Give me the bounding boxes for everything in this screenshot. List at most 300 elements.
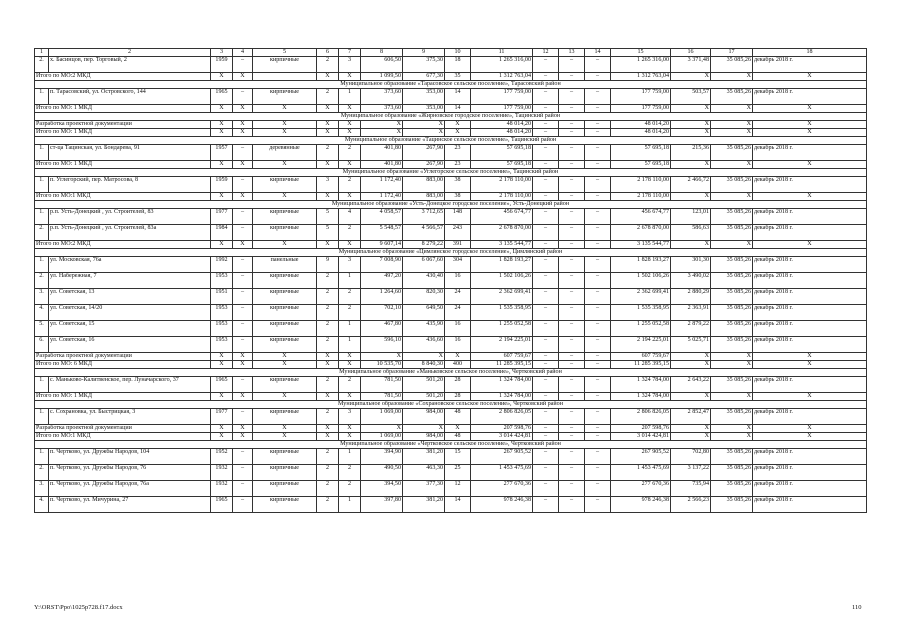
address-cell: п. Тарасовский, ул. Островского, 144	[49, 89, 211, 105]
table-cell: 3	[339, 57, 361, 73]
table-cell: 1953	[211, 305, 233, 321]
table-cell: –	[559, 89, 585, 105]
table-cell: 375,30	[403, 57, 445, 73]
table-cell: X	[317, 361, 339, 369]
table-cell: X	[317, 129, 339, 137]
table-cell: 277 670,36	[611, 481, 671, 497]
table-cell: 2	[317, 57, 339, 73]
table-cell: X	[253, 193, 317, 201]
table-cell: X	[445, 129, 471, 137]
table-cell: –	[585, 129, 611, 137]
table-cell: 35 085,26	[711, 465, 753, 481]
table-cell: –	[559, 497, 585, 513]
column-number: 11	[471, 49, 533, 57]
table-cell: X	[233, 193, 253, 201]
municipality-section-title: Муниципальное образование «Тацинское сельское поселение», Тацинский район	[35, 137, 867, 145]
table-cell: 1932	[211, 465, 233, 481]
total-row	[35, 241, 867, 249]
table-cell: 3 014 424,81	[611, 433, 671, 441]
table-cell: 35 085,26	[711, 289, 753, 305]
table-cell: –	[233, 321, 253, 337]
table-cell: X	[211, 129, 233, 137]
table-cell: 2	[339, 305, 361, 321]
table-cell: 607 759,67	[471, 353, 533, 361]
column-number: 16	[671, 49, 711, 57]
table-cell: X	[253, 161, 317, 169]
table-cell: X	[233, 393, 253, 401]
table-cell: 2	[317, 289, 339, 305]
table-cell: 1965	[211, 89, 233, 105]
address-cell: ул. Советская, 14/20	[49, 305, 211, 321]
municipality-section-row	[35, 201, 867, 209]
table-cell: X	[339, 105, 361, 113]
table-cell: 35 085,26	[711, 209, 753, 225]
table-cell: 781,50	[361, 393, 403, 401]
table-row	[35, 481, 867, 497]
table-cell: кирпичные	[253, 89, 317, 105]
table-cell: 607 759,67	[611, 353, 671, 361]
table-cell: декабрь 2018 г.	[753, 377, 867, 393]
table-cell: 14	[445, 89, 471, 105]
table-cell: 28	[445, 393, 471, 401]
address-cell: п. Чертково, ул. Мичурина, 27	[49, 497, 211, 513]
table-cell: X	[711, 129, 753, 137]
table-cell: X	[671, 105, 711, 113]
table-cell: 1	[339, 449, 361, 465]
table-cell: X	[671, 129, 711, 137]
table-cell: 16	[445, 321, 471, 337]
table-cell: –	[533, 353, 559, 361]
document-page	[34, 48, 866, 513]
table-cell: 3 371,48	[671, 57, 711, 73]
table-row	[35, 305, 867, 321]
table-cell: 2	[339, 377, 361, 393]
table-cell: кирпичные	[253, 225, 317, 241]
table-cell: –	[585, 465, 611, 481]
table-cell: X	[339, 425, 361, 433]
table-cell: –	[533, 337, 559, 353]
column-number: 15	[611, 49, 671, 57]
table-cell: X	[317, 193, 339, 201]
table-cell: –	[585, 105, 611, 113]
table-cell: 2	[317, 377, 339, 393]
table-cell: 48 014,20	[611, 129, 671, 137]
table-cell: –	[585, 257, 611, 273]
table-cell: –	[533, 361, 559, 369]
table-cell: –	[233, 145, 253, 161]
table-cell: 1 828 193,27	[471, 257, 533, 273]
total-row	[35, 393, 867, 401]
table-cell: 35 085,26	[711, 89, 753, 105]
table-cell: 2	[317, 497, 339, 513]
address-cell: ул. Набережная, 7	[49, 273, 211, 289]
table-cell: кирпичные	[253, 273, 317, 289]
table-cell: –	[533, 177, 559, 193]
total-row	[35, 193, 867, 201]
table-cell: X	[711, 73, 753, 81]
table-cell: –	[533, 193, 559, 201]
table-cell: –	[233, 257, 253, 273]
table-cell: X	[445, 121, 471, 129]
table-cell: 243	[445, 225, 471, 241]
table-cell: 2.	[35, 465, 49, 481]
table-cell: декабрь 2018 г.	[753, 409, 867, 425]
table-cell: 1	[339, 321, 361, 337]
municipality-section-row	[35, 369, 867, 377]
municipality-section-row	[35, 113, 867, 121]
table-cell: –	[585, 449, 611, 465]
column-number: 7	[339, 49, 361, 57]
table-cell: 6 067,60	[403, 257, 445, 273]
table-cell: 373,60	[361, 89, 403, 105]
table-cell: 2	[317, 465, 339, 481]
table-cell: X	[211, 105, 233, 113]
table-cell: 1 172,40	[361, 177, 403, 193]
table-cell: X	[317, 73, 339, 81]
table-cell: 394,50	[361, 481, 403, 497]
table-row	[35, 209, 867, 225]
table-cell: X	[753, 161, 867, 169]
table-cell: 456 674,77	[611, 209, 671, 225]
table-cell: 24	[445, 305, 471, 321]
table-cell: 1965	[211, 497, 233, 513]
table-cell: –	[585, 321, 611, 337]
column-number: 13	[559, 49, 585, 57]
table-row	[35, 145, 867, 161]
table-cell: 1 828 193,27	[611, 257, 671, 273]
table-cell: 883,00	[403, 177, 445, 193]
table-cell: 11 285 395,15	[611, 361, 671, 369]
table-cell: 2 643,22	[671, 377, 711, 393]
table-cell: –	[533, 121, 559, 129]
file-path-footer: Y:\ORST\Ppo\1025p728.f17.docx	[34, 604, 123, 611]
table-cell: –	[533, 145, 559, 161]
table-cell: –	[533, 73, 559, 81]
table-cell: 2	[317, 273, 339, 289]
table-cell: 28	[445, 377, 471, 393]
table-cell: –	[585, 497, 611, 513]
table-cell: X	[211, 121, 233, 129]
table-cell: 430,40	[403, 273, 445, 289]
total-row	[35, 361, 867, 369]
table-cell: 586,63	[671, 225, 711, 241]
table-cell: декабрь 2018 г.	[753, 449, 867, 465]
table-cell: 3	[317, 177, 339, 193]
table-cell: X	[403, 121, 445, 129]
table-cell: декабрь 2018 г.	[753, 89, 867, 105]
table-cell: 1.	[35, 257, 49, 273]
table-cell: 207 598,76	[471, 425, 533, 433]
table-cell: –	[559, 353, 585, 361]
table-cell: 606,50	[361, 57, 403, 73]
table-cell: 2	[317, 449, 339, 465]
table-cell: –	[585, 353, 611, 361]
total-row-label: Итого по МО:2 МКД	[35, 241, 211, 249]
table-cell: 1.	[35, 209, 49, 225]
table-cell: –	[559, 449, 585, 465]
table-cell: –	[585, 305, 611, 321]
table-cell: декабрь 2018 г.	[753, 289, 867, 305]
table-cell: X	[339, 393, 361, 401]
table-cell: 2 806 826,05	[471, 409, 533, 425]
table-cell: 1	[339, 337, 361, 353]
table-cell: –	[559, 481, 585, 497]
table-cell: –	[233, 289, 253, 305]
address-cell: п. Чертково, ул. Дружбы Народов, 76а	[49, 481, 211, 497]
table-cell: 2	[317, 89, 339, 105]
table-cell: X	[211, 361, 233, 369]
total-row-label: Итого по МО: 1 МКД	[35, 105, 211, 113]
table-cell: –	[559, 361, 585, 369]
table-cell: 35 085,26	[711, 321, 753, 337]
table-cell: 2 178 110,00	[471, 177, 533, 193]
table-cell: X	[671, 361, 711, 369]
table-row	[35, 409, 867, 425]
table-cell: 1977	[211, 409, 233, 425]
table-row	[35, 289, 867, 305]
table-cell: 702,10	[361, 305, 403, 321]
table-cell: 677,30	[403, 73, 445, 81]
table-cell: X	[753, 393, 867, 401]
table-cell: 123,01	[671, 209, 711, 225]
address-cell: ст-ца Тацинская, ул. Бондарева, 91	[49, 145, 211, 161]
table-cell: 5 025,71	[671, 337, 711, 353]
table-cell: 2 880,29	[671, 289, 711, 305]
table-cell: 391	[445, 241, 471, 249]
table-cell: –	[533, 289, 559, 305]
total-row-label: Разработка проектной документации	[35, 425, 211, 433]
column-number: 4	[233, 49, 253, 57]
column-number: 14	[585, 49, 611, 57]
table-cell: 501,20	[403, 393, 445, 401]
table-cell: X	[671, 161, 711, 169]
table-cell: 1984	[211, 225, 233, 241]
table-cell: 48 014,20	[471, 121, 533, 129]
table-cell: декабрь 2018 г.	[753, 177, 867, 193]
table-cell	[253, 73, 317, 81]
table-cell: 2	[317, 321, 339, 337]
table-cell: X	[753, 425, 867, 433]
table-cell: X	[339, 161, 361, 169]
table-cell: –	[559, 161, 585, 169]
table-cell: 1957	[211, 145, 233, 161]
table-cell: X	[671, 193, 711, 201]
table-cell: 1 502 106,26	[611, 273, 671, 289]
table-cell: 1 172,40	[361, 193, 403, 201]
table-cell: X	[233, 433, 253, 441]
table-cell: –	[559, 273, 585, 289]
total-row	[35, 121, 867, 129]
total-row	[35, 425, 867, 433]
table-cell: –	[559, 377, 585, 393]
table-cell: 2 194 225,01	[611, 337, 671, 353]
table-cell: 48 014,20	[611, 121, 671, 129]
table-cell: X	[233, 361, 253, 369]
table-cell: X	[671, 121, 711, 129]
table-cell: 1951	[211, 289, 233, 305]
table-cell: 1 069,00	[361, 433, 403, 441]
table-cell: 9	[317, 257, 339, 273]
table-cell: –	[559, 73, 585, 81]
table-cell: 978 246,38	[471, 497, 533, 513]
table-cell: 2	[339, 145, 361, 161]
table-cell: 301,30	[671, 257, 711, 273]
address-cell: ул. Советская, 16	[49, 337, 211, 353]
table-cell: 1 255 052,58	[611, 321, 671, 337]
table-cell: 38	[445, 193, 471, 201]
table-cell: 503,57	[671, 89, 711, 105]
table-cell: –	[233, 337, 253, 353]
table-cell: –	[233, 377, 253, 393]
table-cell: кирпичные	[253, 289, 317, 305]
table-cell: 57 695,18	[611, 145, 671, 161]
table-cell: 1 535 358,95	[471, 305, 533, 321]
table-cell: –	[533, 497, 559, 513]
table-cell: 14	[445, 497, 471, 513]
table-cell: 2.	[35, 225, 49, 241]
table-cell: –	[559, 337, 585, 353]
table-cell: X	[233, 161, 253, 169]
table-cell: X	[233, 425, 253, 433]
table-cell: 48	[445, 433, 471, 441]
table-cell: 820,30	[403, 289, 445, 305]
table-cell: 1.	[35, 177, 49, 193]
table-cell: –	[233, 89, 253, 105]
table-cell: 177 759,00	[611, 105, 671, 113]
table-cell: X	[211, 241, 233, 249]
total-row	[35, 433, 867, 441]
table-cell: 400	[445, 361, 471, 369]
table-cell: 456 674,77	[471, 209, 533, 225]
address-cell: р.п. Усть-Донецкий , ул. Строителей, 83	[49, 209, 211, 225]
table-cell: 2	[317, 481, 339, 497]
table-cell: 5 548,57	[361, 225, 403, 241]
table-cell: –	[559, 465, 585, 481]
table-cell: 1932	[211, 481, 233, 497]
table-cell: кирпичные	[253, 497, 317, 513]
table-cell: 5	[317, 225, 339, 241]
table-cell: –	[559, 225, 585, 241]
total-row-label: Итого по МО: 6 МКД	[35, 361, 211, 369]
table-cell: –	[585, 337, 611, 353]
table-cell: 3 014 424,81	[471, 433, 533, 441]
municipality-section-row	[35, 441, 867, 449]
table-cell: –	[559, 177, 585, 193]
table-cell: 267,90	[403, 161, 445, 169]
table-cell: –	[533, 89, 559, 105]
table-cell: кирпичные	[253, 409, 317, 425]
table-cell: X	[445, 425, 471, 433]
table-cell: 2 363,91	[671, 305, 711, 321]
table-cell: X	[711, 425, 753, 433]
column-number: 1	[35, 49, 49, 57]
total-row-label: Итого по МО:1 МКД	[35, 193, 211, 201]
table-cell: 467,80	[361, 321, 403, 337]
table-cell: 2	[317, 305, 339, 321]
table-cell: 4 058,57	[361, 209, 403, 225]
table-cell: 38	[445, 177, 471, 193]
table-cell: декабрь 2018 г.	[753, 305, 867, 321]
table-cell: 2	[339, 481, 361, 497]
table-cell: –	[533, 305, 559, 321]
column-number: 9	[403, 49, 445, 57]
table-cell: 373,60	[361, 105, 403, 113]
table-cell: X	[233, 353, 253, 361]
table-cell: X	[233, 241, 253, 249]
table-cell: 394,90	[361, 449, 403, 465]
table-cell: кирпичные	[253, 305, 317, 321]
table-cell: 1965	[211, 377, 233, 393]
table-cell: 3 490,02	[671, 273, 711, 289]
table-cell: X	[711, 361, 753, 369]
table-cell: –	[533, 225, 559, 241]
table-cell: 2 362 699,41	[611, 289, 671, 305]
table-cell: 9 607,14	[361, 241, 403, 249]
total-row-label: Разработка проектной документации	[35, 121, 211, 129]
table-cell: 397,80	[361, 497, 403, 513]
table-cell: 401,80	[361, 161, 403, 169]
table-cell: кирпичные	[253, 377, 317, 393]
table-cell: –	[585, 73, 611, 81]
column-number: 17	[711, 49, 753, 57]
table-cell: 596,10	[361, 337, 403, 353]
municipality-section-title: Муниципальное образование «Усть-Донецкое городское поселение», Усть-Донецкий район	[35, 201, 867, 209]
table-row	[35, 57, 867, 73]
table-cell: 978 246,38	[611, 497, 671, 513]
table-cell: –	[233, 57, 253, 73]
table-cell: –	[585, 273, 611, 289]
table-cell: –	[585, 161, 611, 169]
table-cell: 1 265 316,00	[611, 57, 671, 73]
table-cell: 3 135 544,77	[471, 241, 533, 249]
table-cell: –	[233, 481, 253, 497]
table-cell: декабрь 2018 г.	[753, 273, 867, 289]
table-cell: X	[211, 193, 233, 201]
table-cell: 3.	[35, 481, 49, 497]
table-cell: X	[753, 121, 867, 129]
table-cell: декабрь 2018 г.	[753, 337, 867, 353]
table-cell: X	[339, 121, 361, 129]
table-cell: –	[559, 409, 585, 425]
table-cell: X	[339, 241, 361, 249]
table-cell: 1 535 358,95	[611, 305, 671, 321]
table-cell: 11 285 395,15	[471, 361, 533, 369]
table-cell: 735,94	[671, 481, 711, 497]
table-cell: 24	[445, 289, 471, 305]
table-cell: X	[317, 425, 339, 433]
table-cell: –	[559, 105, 585, 113]
table-cell: X	[711, 105, 753, 113]
table-cell: 277 670,36	[471, 481, 533, 497]
table-cell: 497,20	[361, 273, 403, 289]
table-cell: X	[711, 121, 753, 129]
table-cell: 57 695,18	[471, 161, 533, 169]
table-cell: 4 566,57	[403, 225, 445, 241]
table-cell: 35 085,26	[711, 257, 753, 273]
table-cell: 1 453 475,69	[471, 465, 533, 481]
table-cell: X	[339, 361, 361, 369]
table-cell: кирпичные	[253, 321, 317, 337]
address-cell: п. Чертково, ул. Дружбы Народов, 104	[49, 449, 211, 465]
table-cell: –	[559, 321, 585, 337]
table-cell: 25	[445, 465, 471, 481]
total-row	[35, 73, 867, 81]
table-cell: декабрь 2018 г.	[753, 465, 867, 481]
municipality-section-row	[35, 401, 867, 409]
table-cell: 781,50	[361, 377, 403, 393]
table-cell: 2 678 870,00	[471, 225, 533, 241]
table-cell: –	[559, 193, 585, 201]
